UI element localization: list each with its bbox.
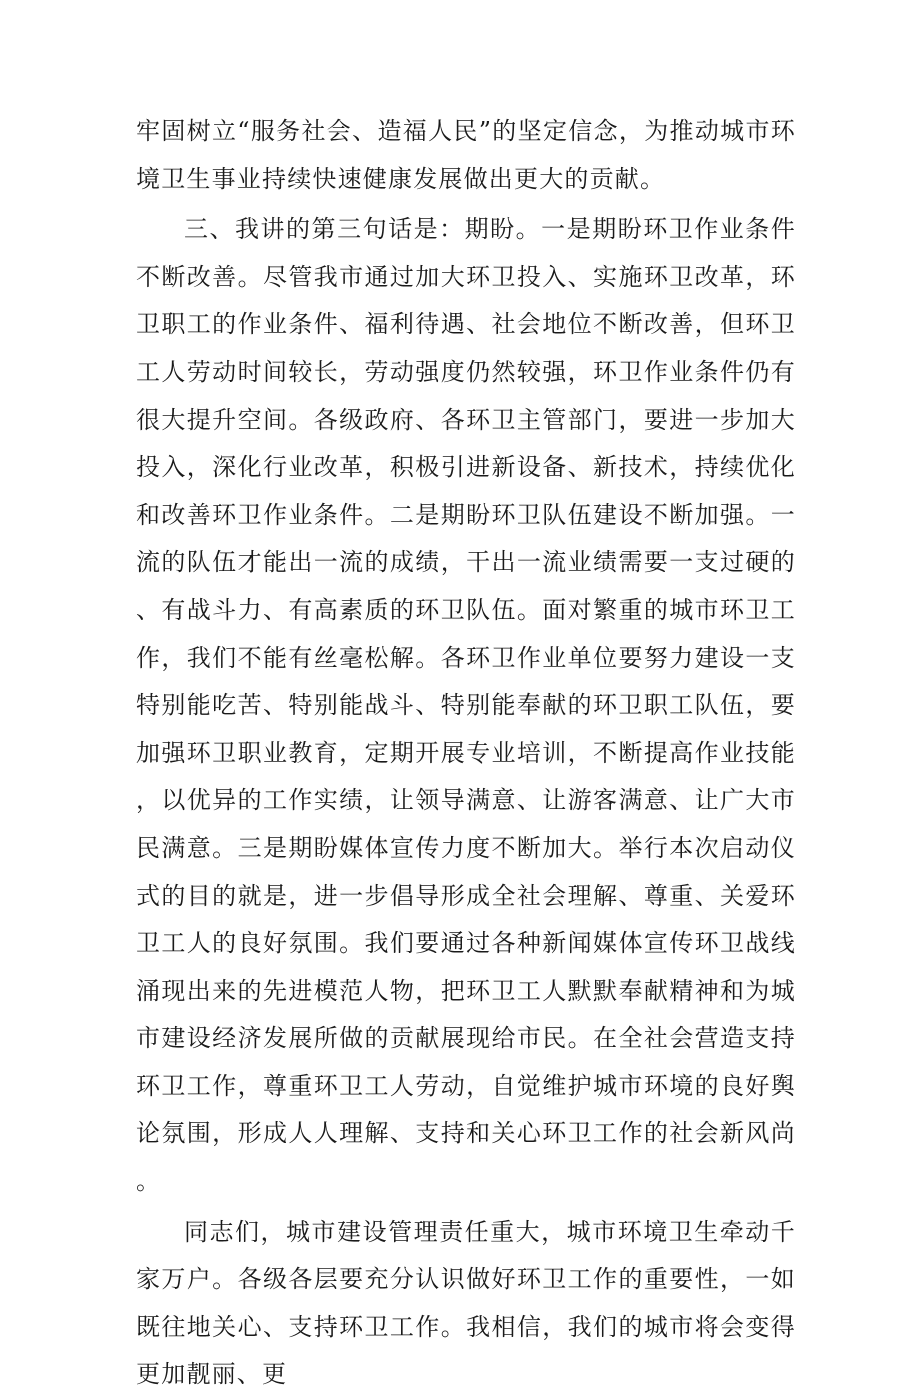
paragraph-section-three: 三、我讲的第三句话是：期盼。一是期盼环卫作业条件不断改善。尽管我市通过加大环卫投入、实施环卫改革，环卫职工的作业条件、福利待遇、社会地位不断改善，但环卫工人劳动时间较长，劳动强度仍然较强，环卫作业条件仍有很大提升空间。各级政府、各环卫主管部门，要进一步加大投入，深化行业改革，积极引进新设备、新技术，持续优化和改善环卫作业条件。二是期盼环卫队伍建设不断加强。一流的队伍才能出一流的成绩，干出一流业绩需要一支过硬的、有战斗力、有高素质的环卫队伍。面对繁重的城市环卫工作，我们不能有丝毫松解。各环卫作业单位要努力建设一支特别能吃苦、特别能战斗、特别能奉献的环卫职工队伍，要加强环卫职业教育，定期开展专业培训，不断提高作业技能，以优异的工作实绩，让领导满意、让游客满意、让广大市民满意。三是期盼媒体宣传力度不断加大。举行本次启动仪式的目的就是，进一步倡导形成全社会理解、尊重、关爱环卫工人的良好氛围。我们要通过各种新闻媒体宣传环卫战线涌现出来的先进模范人物，把环卫工人默默奉献精神和为城市建设经济发展所做的贡献展现给市民。在全社会营造支持环卫工作，尊重环卫工人劳动，自觉维护城市环境的良好舆论氛围，形成人人理解、支持和关心环卫工作的社会新风尚。	[136, 215, 796, 1196]
paragraph-closing: 同志们，城市建设管理责任重大，城市环境卫生牵动千家万户。各级各层要充分认识做好环卫工作的重要性，一如既往地关心、支持环卫工作。我相信，我们的城市将会变得更加靓丽、更	[136, 1217, 796, 1389]
paragraph-continuation: 牢固树立“服务社会、造福人民”的坚定信念，为推动城市环境卫生事业持续快速健康发展做出更大的贡献。	[136, 117, 796, 193]
document-body	[136, 108, 796, 1399]
